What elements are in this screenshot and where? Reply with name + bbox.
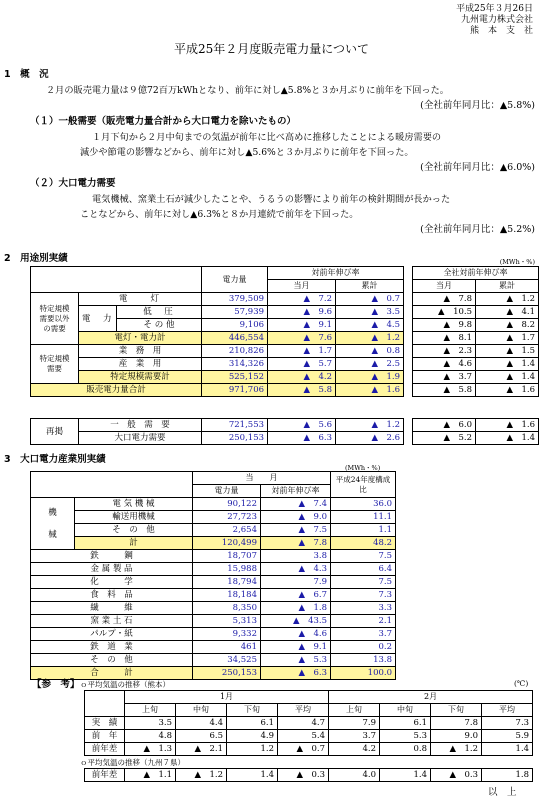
all-cum: ▲ 4.1 bbox=[476, 306, 539, 319]
col-period: 下旬 bbox=[227, 704, 278, 717]
row-value: 90,122 bbox=[193, 498, 261, 511]
group-ref: 再掲 bbox=[31, 419, 79, 445]
header-branch: 熊 本 支 社 bbox=[469, 26, 533, 36]
temp-value: 7.3 bbox=[482, 717, 533, 730]
row-value: 9,332 bbox=[193, 628, 261, 641]
temp-value: 6.5 bbox=[176, 730, 227, 743]
col-all-cum: 累計 bbox=[476, 280, 539, 293]
all-month: ▲ 3.7 bbox=[413, 371, 476, 384]
all-month: ▲ 7.8 bbox=[413, 293, 476, 306]
row-month: ▲ 6.3 bbox=[268, 432, 336, 445]
all-month: ▲ 6.0 bbox=[413, 419, 476, 432]
row-share: 6.4 bbox=[331, 563, 396, 576]
temp-value: ▲ 1.2 bbox=[431, 743, 482, 756]
all-cum: ▲ 1.4 bbox=[476, 432, 539, 445]
temp-value: ▲ 2.1 bbox=[176, 743, 227, 756]
section3-heading: 3 大口電力産業別実績 bbox=[4, 454, 106, 465]
temp-value: 1.4 bbox=[380, 769, 431, 782]
row-label: 前年差 bbox=[85, 743, 125, 756]
temperature-table bbox=[84, 690, 533, 756]
row-value: 34,525 bbox=[193, 654, 261, 667]
row-label: 食 料 品 bbox=[31, 589, 193, 602]
row-month: ▲ 1.7 bbox=[268, 345, 336, 358]
row-value: 8,350 bbox=[193, 602, 261, 615]
temp-value: ▲ 0.7 bbox=[278, 743, 329, 756]
col-yoy: 対前年伸び率 bbox=[261, 485, 331, 498]
col-period: 中旬 bbox=[380, 704, 431, 717]
row-label: 鉄 鋼 bbox=[31, 550, 193, 563]
section2-heading: 2 用途別実績 bbox=[4, 253, 68, 264]
row-cum: ▲ 2.6 bbox=[336, 432, 404, 445]
row-share: 3.3 bbox=[331, 602, 396, 615]
temp-value: 5.9 bbox=[482, 730, 533, 743]
row-value: 2,654 bbox=[193, 524, 261, 537]
company-ref-table bbox=[412, 418, 539, 445]
row-label: 金 属 製 品 bbox=[31, 563, 193, 576]
row-cum: ▲ 1.2 bbox=[336, 419, 404, 432]
all-cum: ▲ 8.2 bbox=[476, 319, 539, 332]
row-share: 0.2 bbox=[331, 641, 396, 654]
temp-value: ▲ 1.1 bbox=[125, 769, 176, 782]
row-cum: ▲ 2.5 bbox=[336, 358, 404, 371]
sub1-note: (全社前年同月比：▲6.0%) bbox=[420, 162, 535, 173]
row-cum: ▲ 0.7 bbox=[336, 293, 404, 306]
row-yoy: ▲ 5.3 bbox=[261, 654, 331, 667]
row-value: 446,554 bbox=[202, 332, 268, 345]
row-value: 57,939 bbox=[202, 306, 268, 319]
row-label: そ の 他 bbox=[117, 319, 202, 332]
all-month: ▲ 5.2 bbox=[413, 432, 476, 445]
row-label: 化 学 bbox=[31, 576, 193, 589]
row-month: ▲ 9.1 bbox=[268, 319, 336, 332]
row-cum: ▲ 0.8 bbox=[336, 345, 404, 358]
row-cum: ▲ 1.6 bbox=[336, 384, 404, 397]
col-period: 平均 bbox=[278, 704, 329, 717]
row-yoy: ▲ 4.3 bbox=[261, 563, 331, 576]
temp-value: 4.4 bbox=[176, 717, 227, 730]
temp-value: 5.4 bbox=[278, 730, 329, 743]
row-share: 1.1 bbox=[331, 524, 396, 537]
col-share: 平成24年度構成比 bbox=[331, 472, 396, 498]
row-share: 36.0 bbox=[331, 498, 396, 511]
row-label: 電灯・電力計 bbox=[79, 332, 202, 345]
all-month: ▲ 8.1 bbox=[413, 332, 476, 345]
all-month: ▲ 9.8 bbox=[413, 319, 476, 332]
all-month: ▲ 10.5 bbox=[413, 306, 476, 319]
temp-value: 4.2 bbox=[329, 743, 380, 756]
sub2-heading: （２）大口電力需要 bbox=[30, 178, 116, 189]
col-current: 当 月 bbox=[193, 472, 331, 485]
row-label: パルプ・紙 bbox=[31, 628, 193, 641]
temp-value: 3.5 bbox=[125, 717, 176, 730]
row-value: 250,153 bbox=[202, 432, 268, 445]
row-value: 18,184 bbox=[193, 589, 261, 602]
row-value: 9,106 bbox=[202, 319, 268, 332]
header-company: 九州電力株式会社 bbox=[460, 15, 533, 25]
col-period: 平均 bbox=[482, 704, 533, 717]
row-share: 7.3 bbox=[331, 589, 396, 602]
row-share: 7.5 bbox=[331, 550, 396, 563]
all-month: ▲ 4.6 bbox=[413, 358, 476, 371]
temp-value: ▲ 1.3 bbox=[125, 743, 176, 756]
temp-value: ▲ 1.2 bbox=[176, 769, 227, 782]
row-yoy: ▲ 9.1 bbox=[261, 641, 331, 654]
temp-value: 1.8 bbox=[482, 769, 533, 782]
row-label: 一 般 需 要 bbox=[79, 419, 202, 432]
row-label: 業 務 用 bbox=[79, 345, 202, 358]
row-label: 鉄 道 業 bbox=[31, 641, 193, 654]
temp-value: 9.0 bbox=[431, 730, 482, 743]
row-value: 5,313 bbox=[193, 615, 261, 628]
row-label: 電 気 機 械 bbox=[75, 498, 193, 511]
industry-table bbox=[30, 471, 396, 680]
temp-value: 1.4 bbox=[482, 743, 533, 756]
row-month: ▲ 5.8 bbox=[268, 384, 336, 397]
sub1-line1: １月下旬から２月中旬までの気温が前年に比べ高めに推移したことによる暖房需要の bbox=[92, 132, 442, 143]
row-share: 11.1 bbox=[331, 511, 396, 524]
row-label: 繊 維 bbox=[31, 602, 193, 615]
row-value: 314,326 bbox=[202, 358, 268, 371]
row-month: ▲ 9.6 bbox=[268, 306, 336, 319]
footer-end: 以 上 bbox=[488, 787, 517, 798]
temp-value: 1.4 bbox=[227, 769, 278, 782]
company-table bbox=[412, 266, 539, 397]
group-machine: 機 械 bbox=[31, 498, 75, 550]
row-label: 電 灯 bbox=[79, 293, 202, 306]
all-cum: ▲ 1.4 bbox=[476, 358, 539, 371]
row-value: 120,499 bbox=[193, 537, 261, 550]
all-cum: ▲ 1.5 bbox=[476, 345, 539, 358]
section1-heading: 1 概 況 bbox=[4, 69, 49, 80]
usage-ref-table bbox=[30, 418, 404, 445]
col-period: 上旬 bbox=[125, 704, 176, 717]
row-cum: ▲ 3.5 bbox=[336, 306, 404, 319]
row-label: そ の 他 bbox=[31, 654, 193, 667]
all-cum: ▲ 1.6 bbox=[476, 384, 539, 397]
temp-value: 4.7 bbox=[278, 717, 329, 730]
row-label: 大口電力需要 bbox=[79, 432, 202, 445]
row-label: 前年差 bbox=[85, 769, 125, 782]
col-all-month: 当月 bbox=[413, 280, 476, 293]
sub1-line2: 減少や節電の影響などから、前年に対し▲5.6%と３か月ぶりに前年を下回った。 bbox=[80, 147, 414, 158]
reference-title-kyushu: ｏ平均気温の推移（九州７県） bbox=[80, 758, 185, 767]
row-value: 250,153 bbox=[193, 667, 261, 680]
row-value: 379,509 bbox=[202, 293, 268, 306]
all-cum: ▲ 1.4 bbox=[476, 371, 539, 384]
row-yoy: ▲ 4.6 bbox=[261, 628, 331, 641]
row-month: ▲ 7.2 bbox=[268, 293, 336, 306]
temp-value: 0.8 bbox=[380, 743, 431, 756]
col-cum: 累計 bbox=[336, 280, 404, 293]
col-all: 全社対前年伸び率 bbox=[413, 267, 539, 280]
row-month: ▲ 5.7 bbox=[268, 358, 336, 371]
row-label: 輸送用機械 bbox=[75, 511, 193, 524]
jan-header: 1月 bbox=[125, 691, 329, 704]
col-energy: 電力量 bbox=[193, 485, 261, 498]
header-date: 平成25年３月26日 bbox=[456, 4, 533, 14]
row-share: 100.0 bbox=[331, 667, 396, 680]
row-label: 計 bbox=[75, 537, 193, 550]
row-label: 特定規模需要計 bbox=[79, 371, 202, 384]
row-label: 産 業 用 bbox=[79, 358, 202, 371]
row-share: 7.5 bbox=[331, 576, 396, 589]
all-cum: ▲ 1.6 bbox=[476, 419, 539, 432]
row-yoy: ▲ 7.8 bbox=[261, 537, 331, 550]
temp-value: 4.0 bbox=[329, 769, 380, 782]
row-yoy: ▲ 1.8 bbox=[261, 602, 331, 615]
all-cum: ▲ 1.2 bbox=[476, 293, 539, 306]
page-title: 平成25年２月度販売電力量について bbox=[173, 42, 370, 56]
row-yoy: ▲ 7.4 bbox=[261, 498, 331, 511]
feb-header: 2月 bbox=[329, 691, 533, 704]
sub2-note: (全社前年同月比：▲5.2%) bbox=[420, 224, 535, 235]
temp-value: ▲ 0.3 bbox=[431, 769, 482, 782]
temp-value: 3.7 bbox=[329, 730, 380, 743]
temp-value: 6.1 bbox=[380, 717, 431, 730]
section1-note: (全社前年同月比：▲5.8%) bbox=[420, 100, 535, 111]
row-value: 210,826 bbox=[202, 345, 268, 358]
row-cum: ▲ 4.5 bbox=[336, 319, 404, 332]
row-month: ▲ 7.6 bbox=[268, 332, 336, 345]
temp-value: 7.9 bbox=[329, 717, 380, 730]
section2-unit: (MWh・%) bbox=[499, 258, 535, 266]
group-specific: 特定規模需要 bbox=[31, 345, 79, 384]
row-value: 18,794 bbox=[193, 576, 261, 589]
all-month: ▲ 2.3 bbox=[413, 345, 476, 358]
row-month: ▲ 5.6 bbox=[268, 419, 336, 432]
row-label: そ の 他 bbox=[75, 524, 193, 537]
row-label: 低 圧 bbox=[117, 306, 202, 319]
row-cum: ▲ 1.2 bbox=[336, 332, 404, 345]
temp-value: 6.1 bbox=[227, 717, 278, 730]
section3-unit: (MWh・%) bbox=[345, 464, 381, 472]
row-yoy: ▲ 6.3 bbox=[261, 667, 331, 680]
sub1-heading: （１）一般需要（販売電力量合計から大口電力を除いたもの） bbox=[30, 116, 297, 127]
section1-body: ２月の販売電力量は９億72百万kWhとなり、前年に対し▲5.8%と３か月ぶりに前年を下回った。 bbox=[46, 85, 449, 96]
row-label: 窯 業 土 石 bbox=[31, 615, 193, 628]
row-yoy: ▲ 6.7 bbox=[261, 589, 331, 602]
row-label: 前 年 bbox=[85, 730, 125, 743]
row-yoy: 7.9 bbox=[261, 576, 331, 589]
row-yoy: ▲ 43.5 bbox=[261, 615, 331, 628]
col-period: 下旬 bbox=[431, 704, 482, 717]
row-value: 971,706 bbox=[202, 384, 268, 397]
row-value: 461 bbox=[193, 641, 261, 654]
row-cum: ▲ 1.9 bbox=[336, 371, 404, 384]
sub2-line1: 電気機械、窯業土石が減少したことや、うるうの影響により前年の検針期間が長かった bbox=[92, 194, 451, 205]
col-period: 中旬 bbox=[176, 704, 227, 717]
temp-value: 4.8 bbox=[125, 730, 176, 743]
reference-unit: (℃) bbox=[514, 679, 529, 688]
col-month: 当月 bbox=[268, 280, 336, 293]
sub2-line2: ことなどから、前年に対し▲6.3%と８か月連続で前年を下回った。 bbox=[80, 209, 359, 220]
group-power: 電 力 bbox=[79, 306, 117, 332]
temp-value: 1.2 bbox=[227, 743, 278, 756]
col-period: 上旬 bbox=[329, 704, 380, 717]
row-label: 合 計 bbox=[31, 667, 193, 680]
all-cum: ▲ 1.7 bbox=[476, 332, 539, 345]
row-share: 48.2 bbox=[331, 537, 396, 550]
row-share: 13.8 bbox=[331, 654, 396, 667]
reference-label: 【参 考】 bbox=[32, 679, 80, 690]
row-label: 販売電力量合計 bbox=[31, 384, 202, 397]
col-energy: 電力量 bbox=[202, 267, 268, 293]
group-non-specific: 特定規模需要以外の需要 bbox=[31, 293, 79, 345]
row-value: 525,152 bbox=[202, 371, 268, 384]
temp-value: 4.9 bbox=[227, 730, 278, 743]
row-yoy: ▲ 7.5 bbox=[261, 524, 331, 537]
temp-value: 7.8 bbox=[431, 717, 482, 730]
reference-title-kumamoto: ｏ平均気温の推移（熊本） bbox=[80, 680, 170, 689]
row-share: 2.1 bbox=[331, 615, 396, 628]
row-value: 721,553 bbox=[202, 419, 268, 432]
temp-value: 5.3 bbox=[380, 730, 431, 743]
col-yoy: 対前年伸び率 bbox=[268, 267, 404, 280]
temp-value: ▲ 0.3 bbox=[278, 769, 329, 782]
row-share: 3.7 bbox=[331, 628, 396, 641]
row-value: 27,723 bbox=[193, 511, 261, 524]
temperature-kyushu-table bbox=[84, 768, 533, 782]
row-value: 18,707 bbox=[193, 550, 261, 563]
row-month: ▲ 4.2 bbox=[268, 371, 336, 384]
usage-table bbox=[30, 266, 404, 397]
all-month: ▲ 5.8 bbox=[413, 384, 476, 397]
row-label: 実 績 bbox=[85, 717, 125, 730]
row-yoy: 3.8 bbox=[261, 550, 331, 563]
row-yoy: ▲ 9.0 bbox=[261, 511, 331, 524]
row-value: 15,988 bbox=[193, 563, 261, 576]
